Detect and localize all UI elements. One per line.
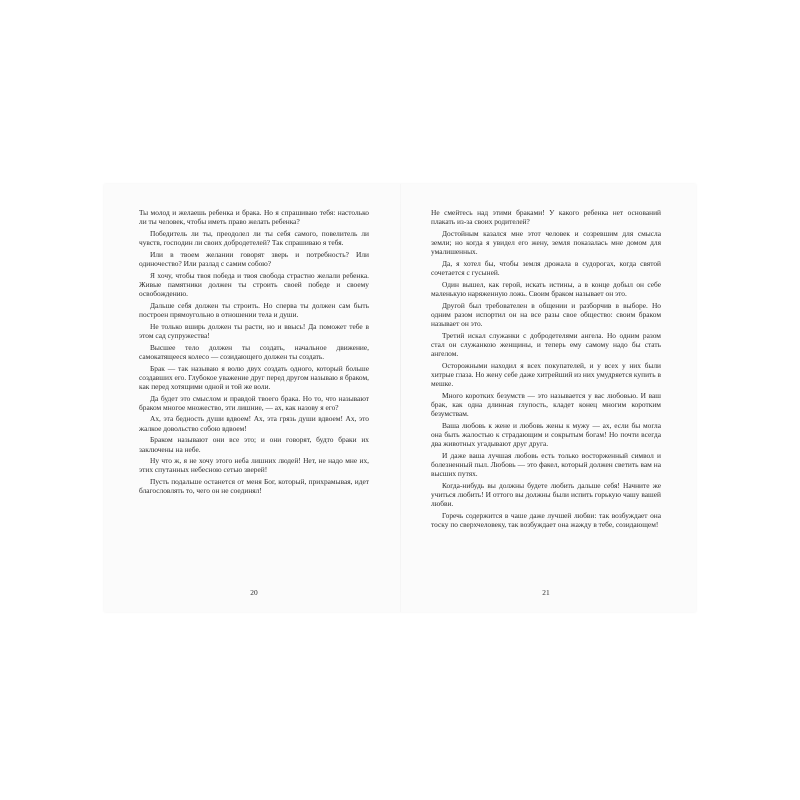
paragraph: Много коротких безумств — это называется у вас любовью. И ваш брак, как одна длинная глупость, кладет конец многим коротким безумствам. (431, 390, 661, 419)
left-page-number: 20 (250, 588, 258, 597)
paragraph: Осторожными находил я всех покупателей, и у всех у них были хитрые глаза. Но жену себе даже хитрейший из них умудряется купить в мешке. (431, 360, 661, 389)
paragraph: Не только вширь должен ты расти, но и ввысь! Да поможет тебе в этом сад супружества! (139, 321, 369, 340)
paragraph: Горечь содержится в чаше даже лучшей любви: так возбуждает она тоску по сверхчеловеку, так возбуждает она жажду в тебе, созидающем! (431, 511, 661, 530)
paragraph: Другой был требователен в общении и разборчив в выборе. Но одним разом испортил он на все разы свое общество: своим браком называет он это. (431, 300, 661, 329)
paragraph: Дальше себя должен ты строить. Но сперва ты должен сам быть построен прямоугольно в отношении тела и души. (139, 300, 369, 319)
paragraph: Браком называют они все это; и они говорят, будто браки их заключены на небе. (139, 435, 369, 454)
paragraph: Не смейтесь над этими браками! У какого ребенка нет оснований плакать из-за своих родителей? (431, 208, 661, 227)
paragraph: Ваша любовь к жене и любовь жены к мужу — ах, если бы могла она быть жалостью к страдающим и сокрытым богам! Но почти всегда два животных угадывают друг друга. (431, 421, 661, 449)
paragraph: Я хочу, чтобы твоя победа и твоя свобода страстно желали ребенка. Живые памятники должен ты строить своей победе и своему освобождению. (139, 270, 369, 299)
paragraph: Да будет это смыслом и правдой твоего брака. Но то, что называют браком многое множество, эти лишние, — ах, как назову я его? (139, 393, 369, 412)
left-page-text (139, 208, 369, 498)
paragraph: Высшее тело должен ты создать, начальное движение, самокатящееся колесо — созидающего должен ты создать. (139, 342, 369, 361)
paragraph: Победитель ли ты, преодолел ли ты себя самого, повелитель ли чувств, господин ли своих добродетелей? Так спрашиваю я тебя. (139, 228, 369, 248)
paragraph: Третий искал служанки с добродетелями ангела. Но одним разом стал он служанкою женщины, и теперь ему самому надо бы стать ангелом. (431, 330, 661, 359)
right-page-number: 21 (542, 588, 550, 597)
paragraph: Или в твоем желании говорят зверь и потребность? Или одиночество? Или разлад с самим собою? (139, 249, 369, 268)
paragraph: Один вышел, как герой, искать истины, а в конце добыл он себе маленькую наряженную ложь. Своим браком называет он это. (431, 279, 661, 299)
page-gutter (400, 184, 401, 612)
paragraph: Брак — так называю я волю двух создать одного, который больше создавших его. Глубокое уважение друг перед другом называю я браком, как перед хотящими одной и той же воли. (139, 363, 369, 391)
paragraph: Да, я хотел бы, чтобы земля дрожала в судорогах, когда святой сочетается с гусыней. (431, 258, 661, 278)
paragraph: Когда-нибудь вы должны будете любить дальше себя! Начните же учиться любить! И оттого вы должны были испить горькую чашу вашей любви. (431, 481, 661, 509)
paragraph: И даже ваша лучшая любовь есть только восторженный символ и болезненный пыл. Любовь — это факел, который должен светить вам на высших путях. (431, 451, 661, 479)
paragraph: Ты молод и желаешь ребенка и брака. Но я спрашиваю тебя: настолько ли ты человек, чтобы иметь право желать ребенка? (139, 208, 369, 227)
right-page-text (431, 208, 661, 532)
paragraph: Ну что ж, я не хочу этого неба лишних людей! Нет, не надо мне их, этих спутанных небесною сетью зверей! (139, 456, 369, 475)
book-spread (104, 184, 696, 612)
paragraph: Пусть подальше останется от меня Бог, который, прихрамывая, идет благословлять то, чего он не соединял! (139, 477, 369, 496)
paragraph: Достойным казался мне этот человек и созревшим для смысла земли; но когда я увидел его жену, земля показалась мне домом для умалишенных. (431, 228, 661, 257)
paragraph: Ах, эта бедность души вдвоем! Ах, эта грязь души вдвоем! Ах, это жалкое довольство собою вдвоем! (139, 414, 369, 433)
